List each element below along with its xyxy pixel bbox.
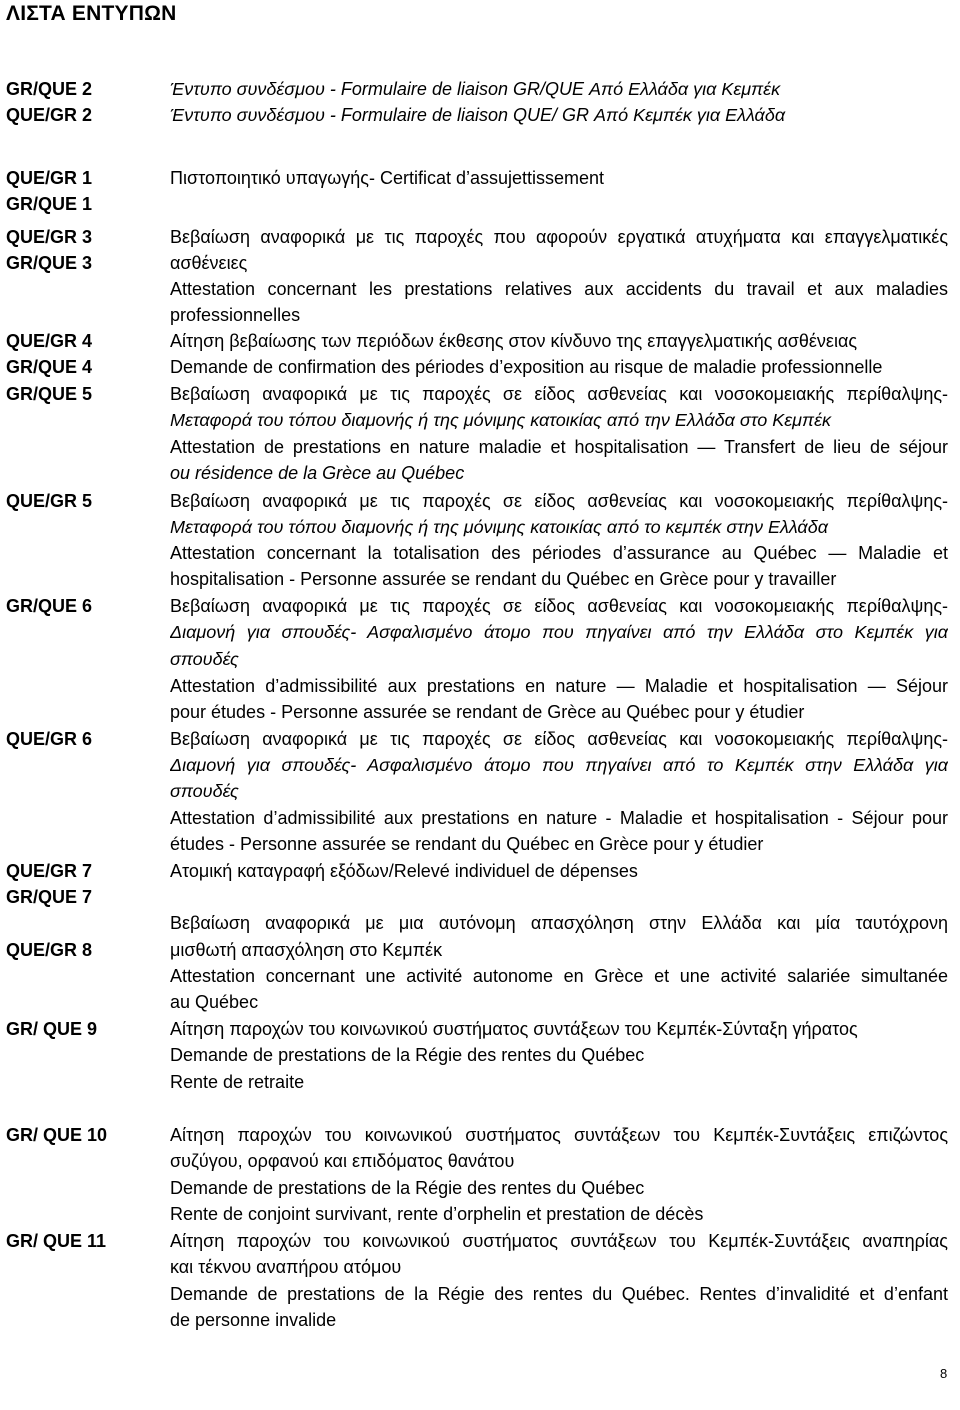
description-line: Πιστοποιητικό υπαγωγής- Certificat d’assujettissement: [170, 168, 605, 188]
form-code: QUE/GR 4: [6, 331, 93, 351]
description-line: Αίτηση παροχών του κοινωνικού συστήματος συντάξεων του Κεμπέκ-Συντάξεις επιζώντος: [170, 1125, 948, 1145]
page-number: 8: [940, 1366, 948, 1381]
form-code: GR/QUE 6: [6, 596, 93, 616]
description-line: Βεβαίωση αναφορικά με τις παροχές σε είδος ασθενείας και νοσοκομειακής περίθαλψης-: [170, 596, 948, 616]
description-line: Demande de prestations de la Régie des rentes du Québec. Rentes d’invalidité et d’enfant: [170, 1284, 948, 1304]
description-line: Διαμονή για σπουδές- Ασφαλισμένο άτομο που πηγαίνει από το Κεμπέκ στην Ελλάδα για: [170, 755, 948, 775]
form-code: GR/QUE 5: [6, 384, 93, 404]
description-line: Rente de conjoint survivant, rente d’orphelin et prestation de décès: [170, 1204, 704, 1224]
description-line: Διαμονή για σπουδές- Ασφαλισμένο άτομο που πηγαίνει από την Ελλάδα στο Κεμπέκ για: [170, 622, 948, 642]
page-title: ΛΙΣΤΑ ΕΝΤΥΠΩΝ: [6, 2, 177, 25]
form-code: QUE/GR 8: [6, 940, 93, 960]
form-code: GR/QUE 1: [6, 194, 93, 214]
form-code: GR/ QUE 11: [6, 1231, 107, 1251]
description-line: σπουδές: [170, 781, 239, 801]
description-line: Βεβαίωση αναφορικά με τις παροχές σε είδος ασθενείας και νοσοκομειακής περίθαλψης-: [170, 491, 948, 511]
form-code: GR/QUE 3: [6, 253, 93, 273]
form-code: QUE/GR 2: [6, 105, 93, 125]
description-line: au Québec: [170, 992, 259, 1012]
description-line: και τέκνου αναπήρου ατόμου: [170, 1257, 402, 1277]
description-line: Αίτηση βεβαίωσης των περιόδων έκθεσης στον κίνδυνο της επαγγελματικής ασθένειας: [170, 331, 858, 351]
description-line: Ατομική καταγραφή εξόδων/Relevé individuel de dépenses: [170, 861, 638, 881]
description-line: Μεταφορά του τόπου διαμονής ή της μόνιμης κατοικίας από την Ελλάδα στο Κεμπέκ: [170, 410, 831, 430]
description-line: Αίτηση παροχών του κοινωνικού συστήματος συντάξεων του Κεμπέκ-Σύνταξη γήρατος: [170, 1019, 858, 1039]
description-line: Attestation concernant la totalisation des périodes d’assurance au Québec — Maladie et: [170, 543, 948, 563]
description-line: de personne invalide: [170, 1310, 337, 1330]
description-line: ou résidence de la Grèce au Québec: [170, 463, 465, 483]
description-line: Attestation de prestations en nature maladie et hospitalisation — Transfert de lieu de séjour: [170, 437, 948, 457]
form-code: QUE/GR 3: [6, 227, 93, 247]
description-line: Rente de retraite: [170, 1072, 305, 1092]
form-code: GR/ QUE 9: [6, 1019, 98, 1039]
description-line: études - Personne assurée se rendant du Québec en Grèce pour y étudier: [170, 834, 764, 854]
form-code: QUE/GR 5: [6, 491, 93, 511]
description-line: Demande de prestations de la Régie des rentes du Québec: [170, 1045, 645, 1065]
description-line: Attestation concernant les prestations relatives aux accidents du travail et aux maladies: [170, 279, 948, 299]
form-code: GR/QUE 2: [6, 79, 93, 99]
description-line: Έντυπο συνδέσμου - Formulaire de liaison QUE/ GR Από Κεμπέκ για Ελλάδα: [170, 105, 786, 125]
description-line: Βεβαίωση αναφορικά με τις παροχές σε είδος ασθενείας και νοσοκομειακής περίθαλψης-: [170, 729, 948, 749]
description-line: Attestation concernant une activité autonome en Grèce et une activité salariée simultanée: [170, 966, 948, 986]
description-line: Αίτηση παροχών του κοινωνικού συστήματος συντάξεων του Κεμπέκ-Συντάξεις αναπηρίας: [170, 1231, 948, 1251]
form-code: GR/ QUE 10: [6, 1125, 108, 1145]
description-line: Attestation d’admissibilité aux prestations en nature - Maladie et hospitalisation - Séjour pour: [170, 808, 948, 828]
description-line: Demande de confirmation des périodes d’exposition au risque de maladie professionnelle: [170, 357, 883, 377]
description-line: Attestation d’admissibilité aux prestations en nature — Maladie et hospitalisation — Séjour: [170, 676, 948, 696]
description-line: Βεβαίωση αναφορικά με τις παροχές σε είδος ασθενείας και νοσοκομειακής περίθαλψης-: [170, 384, 948, 404]
form-code: GR/QUE 4: [6, 357, 93, 377]
form-code: QUE/GR 7: [6, 861, 93, 881]
form-code: GR/QUE 7: [6, 887, 93, 907]
form-code: QUE/GR 1: [6, 168, 93, 188]
description-line: ασθένειες: [170, 253, 248, 273]
description-line: Βεβαίωση αναφορικά με τις παροχές που αφορούν εργατικά ατυχήματα και επαγγελματικές: [170, 227, 948, 247]
description-line: Βεβαίωση αναφορικά με μια αυτόνομη απασχόληση στην Ελλάδα και μία ταυτόχρονη: [170, 913, 948, 933]
description-line: hospitalisation - Personne assurée se rendant du Québec en Grèce pour y travailler: [170, 569, 837, 589]
description-line: Έντυπο συνδέσμου - Formulaire de liaison GR/QUE Από Ελλάδα για Κεμπέκ: [170, 79, 781, 99]
description-line: Μεταφορά του τόπου διαμονής ή της μόνιμης κατοικίας από το κεμπέκ στην Ελλάδα: [170, 517, 828, 537]
description-line: Demande de prestations de la Régie des rentes du Québec: [170, 1178, 645, 1198]
description-line: professionnelles: [170, 305, 301, 325]
description-line: σπουδές: [170, 649, 239, 669]
description-line: μισθωτή απασχόληση στο Κεμπέκ: [170, 940, 443, 960]
description-line: συζύγου, ορφανού και επιδόματος θανάτου: [170, 1151, 515, 1171]
description-line: pour études - Personne assurée se rendant de Grèce au Québec pour y étudier: [170, 702, 805, 722]
form-code: QUE/GR 6: [6, 729, 93, 749]
